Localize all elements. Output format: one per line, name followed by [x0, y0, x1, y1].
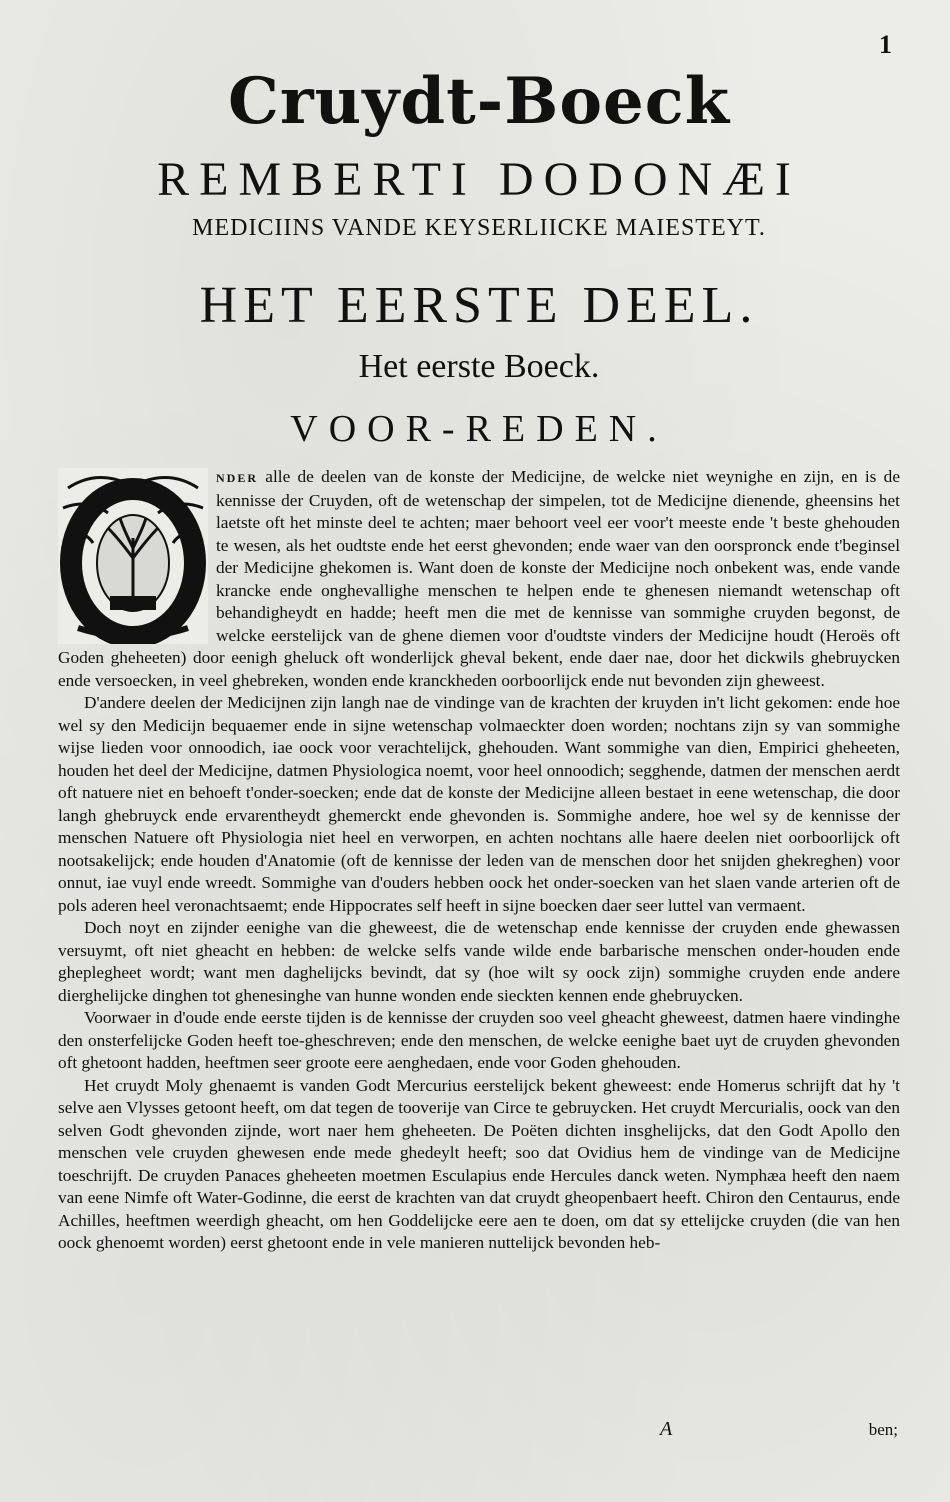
paragraph-3: Doch noyt en zijnder eenighe van die gheweest, die de wetenschap ende kennisse der cruyden ende ghewassen versuymt, oft niet gheacht en hebben: de welcke selfs vande wilde ende barbarische menschen onder-houden ende gheplegheet wordt; want men daghelijcks bevindt, dat sy (hoe wilt sy oock zijn) sommighe cruyden ende andere dierghelijcke dinghen tot ghenesinghe van hunne wonden ende sieckten kennen ende ghebruycken. [58, 918, 900, 1005]
paragraph-2: D'andere deelen der Medicijnen zijn langh nae de vindinge van de krachten der kruyden in't licht gekomen: ende hoe wel sy den Medicijn bequaemer ende in sijne wetenschap volmaeckter doen worden; nochtans zijn sy van sommighe wijse lieden voor onnoodich, iae oock voor verachtelijck, ghehouden. Want sommighe van dien, Empirici gheheeten, houden het deel der Medicijne, datmen Physiologica noemt, voor heel onnoodich; segghende, datmen der menschen aerdt oft natuere niet en behoeft t'onder-soecken; ende dat de konste der Medicijne alleen bestaet in eene wetenschap, die door langh ghebruyck ende ervarentheydt ghemerckt ende ghevonden is. Sommighe andere, hoe wel sy de kennisse der menschen Natuere oft Physiologia niet heel en verworpen, en achten nochtans alle haere deelen niet oorboorlijck oft nootsakelijck; ende houden d'Anatomie (oft de kennisse der leden van de menschen door het snijden ghekreghen) voor onnut, iae vuyl ende wreedt. Sommighe van d'ouders hebben oock het onder-soecken van het slaen vande arterien oft de pols aderen heel veronachtsaemt; ende Hippocrates self heeft in sijne boecken daer seer luttel van vermaent. [58, 693, 900, 915]
running-title: Cruydt-Boeck [227, 64, 731, 139]
decorated-initial-o-icon [58, 468, 208, 644]
page-number: 1 [879, 30, 892, 59]
paragraph-5: Het cruydt Moly ghenaemt is vanden Godt Mercurius eerstelijck bekent gheweest: ende Homerus schrijft dat hy 't selve aen Vlysses getoont heeft, om dat tegen de tooverije van Circe te gebruycken. Het cruydt Mercurialis, oock van den selven Godt ghevonden zijnde, wort naer hem gheheeten. De Poëten dichten insghelijcks, dat den Godt Apollo den menschen vele cruyden ghewesen ende mede ghedeylt heeft; soo dat Ovidius hem de vindinge van de Medicijne toeschrijft. De cruyden Panaces gheheeten moetmen Esculapius ende Hercules danck weten. Nymphæa heeft den naem van eene Nimfe oft Water-Godinne, die eerst de krachten van dat cruydt gheopenbaert heeft. Chiron den Centaurus, ende Achilles, heeftmen weerdigh gheacht, om hen Goddelijcke eere aen te doen, om dat sy ettelijcke cruyden (die van hen oock ghenoemt worden) eerst ghetoont ende in vele manieren nuttelijck bevonden heb- [58, 1075, 900, 1252]
author-title: MEDICIINS VANDE KEYSERLIICKE MAIESTEYT. [192, 215, 766, 241]
paragraph-1-text: alle de deelen van de konste der Medicijne, de welcke niet weynighe en zijn, en is de kennisse der Cruyden, oft de wetenschap der simpelen, tot de Medicijne dienende, gheensins het laetste oft het minste deel te achten; maer behoort veel eer voor't meeste ende 't beste ghehouden te wesen, als het oudtste ende het eerst ghevonden; ende waer van den oorspronck ende t'beginsel der Medicijne ghekomen is. Want doen de konste der Medicijne noch onbekent was, ende vande krancke ende onghevallighe menschen te helpen ende te ghenesen niemandt wetenschap oft behandigheydt en hadde; heeft men die met de kennisse van sommighe cruyden begonst, de welcke eerstelijck van de ghene diemen voor d'oudtste vinders der Medicijne houdt (Heroës oft Goden gheheeten) door eenigh gheluck oft wonderlijck gheval bekent, ende daer nae, door het dickwils ghebruycken ende versoecken, in veel ghebreken, wonden ende kranckheden oorboorlijck ende nut bevonden zijn gheweest. [58, 467, 900, 690]
body-text [58, 466, 900, 1255]
book-title: Het eerste Boeck. [358, 348, 600, 385]
catchword: ben; [868, 1420, 898, 1439]
author-name: REMBERTI DODONÆI [157, 153, 801, 206]
paragraph-4: Voorwaer in d'oude ende eerste tijden is de kennisse der cruyden soo veel gheacht gheweest, datmen haere vindinghe den onsterfelijcke Goden heeft toe-gheschreven; ende den menschen, de welcke eenighe baet uyt de cruyden ghevonden oft ghetoont hadden, heeftmen seer groote eere aenghedaen, ende voor Goden ghehouden. [58, 1008, 900, 1072]
part-title: HET EERSTE DEEL. [199, 277, 759, 334]
initial-smallcaps: NDER [216, 471, 259, 485]
signature-mark: A [660, 1418, 673, 1440]
section-title: VOOR-REDEN. [290, 408, 668, 450]
